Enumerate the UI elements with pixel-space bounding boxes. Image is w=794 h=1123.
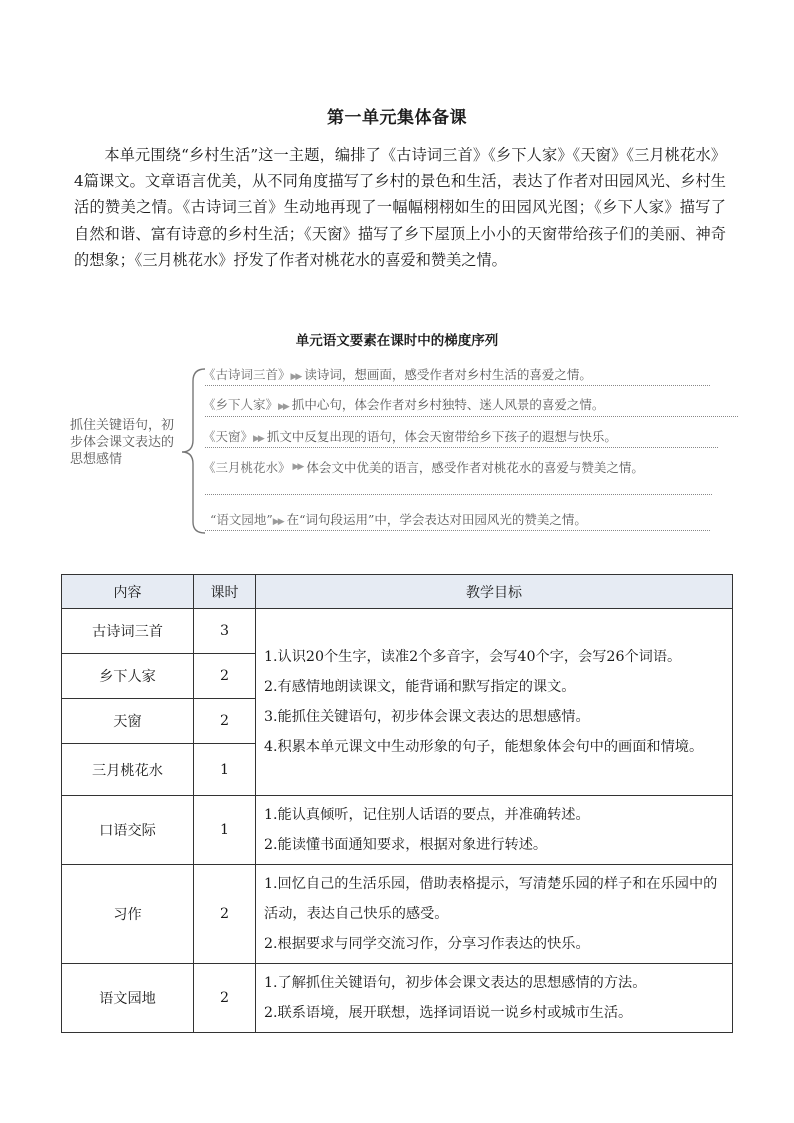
table-header-row: [62, 575, 733, 609]
row-content: 口语交际: [62, 796, 194, 865]
row-content: 习作: [62, 865, 194, 964]
dotted-divider: [205, 416, 738, 417]
row-hours: 2: [194, 964, 256, 1033]
branch-desc: 抓中心句，体会作者对乡村独特、迷人风景的喜爱之情。: [291, 397, 605, 412]
branch-desc: 在“词句段运用”中，学会表达对田园风光的赞美之情。: [286, 512, 587, 527]
table-row: [62, 865, 733, 964]
branch-4: [203, 460, 723, 475]
row-hours: 2: [194, 699, 256, 744]
table-row: [62, 964, 733, 1033]
goal-item: 2.根据要求与同学交流习作，分享习作表达的快乐。: [264, 936, 590, 952]
table-row: [62, 609, 733, 654]
row-goals: [256, 609, 733, 796]
row-goals: [256, 964, 733, 1033]
goal-item: 1.认识20个生字，读准2个多音字，会写40个字，会写26个词语。: [264, 649, 682, 665]
branch-book: 《古诗词三首》: [203, 367, 291, 382]
goal-item: 1.能认真倾听，记住别人话语的要点，并准确转述。: [264, 807, 590, 823]
arrow-icon: ▶▶: [278, 402, 288, 412]
dotted-divider: [205, 447, 718, 448]
arrow-icon: ▶▶: [292, 462, 303, 472]
header-goals: 教学目标: [256, 575, 733, 609]
dotted-divider: [205, 530, 710, 531]
row-content: 语文园地: [62, 964, 194, 1033]
goal-item: 1.回忆自己的生活乐园，借助表格提示，写清楚乐园的样子和在乐园中的活动，表达自己快乐的感受。: [264, 876, 718, 922]
branch-book: 《乡下人家》: [203, 397, 279, 412]
row-hours: 2: [194, 654, 256, 699]
goal-item: 4.积累本单元课文中生动形象的句子，能想象体会句中的画面和情境。: [264, 739, 704, 755]
dotted-divider: [205, 385, 710, 386]
branch-book: 《三月桃花水》: [203, 460, 291, 475]
row-goals: [256, 865, 733, 964]
row-content: 三月桃花水: [62, 744, 194, 796]
row-content: 天窗: [62, 699, 194, 744]
branch-desc: 读诗词，想画面，感受作者对乡村生活的喜爱之情。: [304, 367, 592, 382]
goal-item: 2.能读懂书面通知要求，根据对象进行转述。: [264, 837, 548, 853]
branch-3: [203, 429, 617, 447]
goal-item: 2.有感情地朗读课文，能背诵和默写指定的课文。: [264, 679, 576, 695]
intro-paragraph: 本单元围绕“乡村生活”这一主题，编排了《古诗词三首》《乡下人家》《天窗》《三月桃花水》4篇课文。文章语言优美，从不同角度描写了乡村的景色和生活，表达了作者对田园风光、乡村生活的赞美之情。《古诗词三首》生动地再现了一幅幅栩栩如生的田园风光图；《乡下人家》描写了自然和谐、富有诗意的乡村生活；《天窗》描写了乡下屋顶上小小的天窗带给孩子们的美丽、神奇的想象；《三月桃花水》抒发了作者对桃花水的喜爱和赞美之情。: [74, 146, 726, 269]
row-content: 乡下人家: [62, 654, 194, 699]
branch-2: [203, 397, 604, 415]
branch-book: “语文园地”: [210, 512, 273, 527]
dotted-divider: [205, 494, 712, 495]
side-label: 抓住关键语句，初步体会课文表达的思想感情: [70, 418, 175, 467]
goal-item: 2.联系语境，展开联想，选择词语说一说乡村或城市生活。: [264, 1005, 633, 1021]
header-content: 内容: [62, 575, 194, 609]
row-content: 古诗词三首: [62, 609, 194, 654]
arrow-icon: ▶▶: [272, 517, 283, 527]
branch-1: [203, 367, 592, 385]
branch-desc: 抓文中反复出现的语句，体会天窗带给乡下孩子的遐想与快乐。: [266, 429, 617, 444]
arrow-icon: ▶▶: [290, 372, 301, 382]
row-hours: 1: [194, 744, 256, 796]
diagram-title: 单元语文要素在课时中的梯度序列: [295, 333, 499, 349]
page-title: 第一单元集体备课: [327, 108, 467, 128]
goal-item: 1.了解抓住关键语句，初步体会课文表达的思想感情的方法。: [264, 975, 647, 991]
row-hours: 1: [194, 796, 256, 865]
branch-desc: 体会文中优美的语言，感受作者对桃花水的喜爱与赞美之情。: [306, 460, 644, 475]
goal-item: 3.能抓住关键语句，初步体会课文表达的思想感情。: [264, 709, 590, 725]
branch-5: [210, 512, 587, 530]
row-hours: 3: [194, 609, 256, 654]
branch-book: 《天窗》: [203, 429, 254, 444]
row-goals: [256, 796, 733, 865]
row-hours: 2: [194, 865, 256, 964]
teaching-plan-table: [61, 574, 733, 1033]
table-row: [62, 796, 733, 865]
brace-line: [182, 369, 205, 533]
header-hours: 课时: [194, 575, 256, 609]
arrow-icon: ▶▶: [253, 434, 263, 444]
